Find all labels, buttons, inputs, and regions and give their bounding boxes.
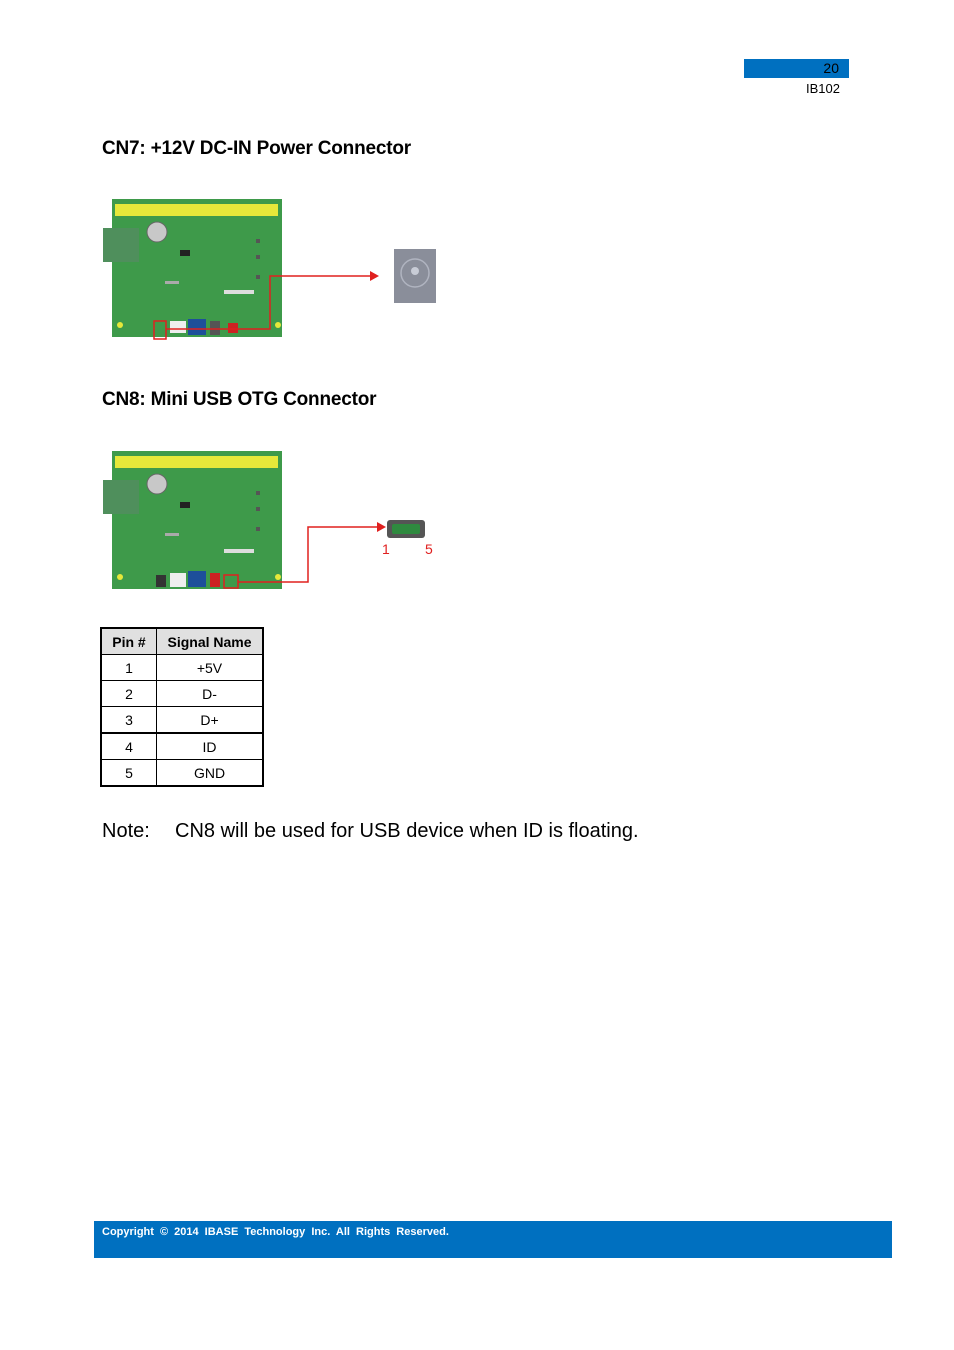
footer-bar bbox=[94, 1221, 892, 1258]
cn8-board-image bbox=[103, 451, 282, 589]
signal-cell: +5V bbox=[157, 655, 264, 681]
signal-cell: ID bbox=[157, 733, 264, 760]
model-name: IB102 bbox=[806, 81, 840, 96]
table-row bbox=[101, 733, 263, 760]
pin-cell: 5 bbox=[101, 760, 157, 787]
pin-cell: 1 bbox=[101, 655, 157, 681]
column-header-signal: Signal Name bbox=[157, 628, 264, 655]
pin-signal-table bbox=[100, 627, 264, 787]
pin-1-label: 1 bbox=[382, 541, 390, 557]
cn8-heading: CN8: Mini USB OTG Connector bbox=[102, 389, 377, 410]
table-row bbox=[101, 760, 263, 787]
cn7-board-image bbox=[103, 199, 282, 337]
copyright-text: Copyright © 2014 IBASE Technology Inc. All Rights Reserved. bbox=[102, 1226, 449, 1238]
note-label: Note: bbox=[102, 820, 150, 842]
table-row bbox=[101, 707, 263, 734]
pin-cell: 2 bbox=[101, 681, 157, 707]
cn7-heading: CN7: +12V DC-IN Power Connector bbox=[102, 138, 411, 159]
pin-cell: 4 bbox=[101, 733, 157, 760]
table-header-row bbox=[101, 628, 263, 655]
signal-cell: D+ bbox=[157, 707, 264, 734]
signal-cell: GND bbox=[157, 760, 264, 787]
cn7-arrowhead bbox=[370, 271, 379, 281]
pin-5-label: 5 bbox=[425, 541, 433, 557]
note-text: CN8 will be used for USB device when ID is floating. bbox=[175, 820, 639, 842]
cn8-arrowhead bbox=[377, 522, 386, 532]
page-number-bar bbox=[744, 59, 849, 78]
table-row bbox=[101, 655, 263, 681]
signal-cell: D- bbox=[157, 681, 264, 707]
column-header-pin: Pin # bbox=[101, 628, 157, 655]
pin-cell: 3 bbox=[101, 707, 157, 734]
dc-jack-image bbox=[394, 249, 436, 303]
cn8-board-diagram bbox=[100, 447, 445, 597]
page-number: 20 bbox=[823, 60, 839, 76]
table-row bbox=[101, 681, 263, 707]
cn7-board-diagram bbox=[100, 195, 445, 345]
mini-usb-connector-image bbox=[387, 520, 425, 538]
